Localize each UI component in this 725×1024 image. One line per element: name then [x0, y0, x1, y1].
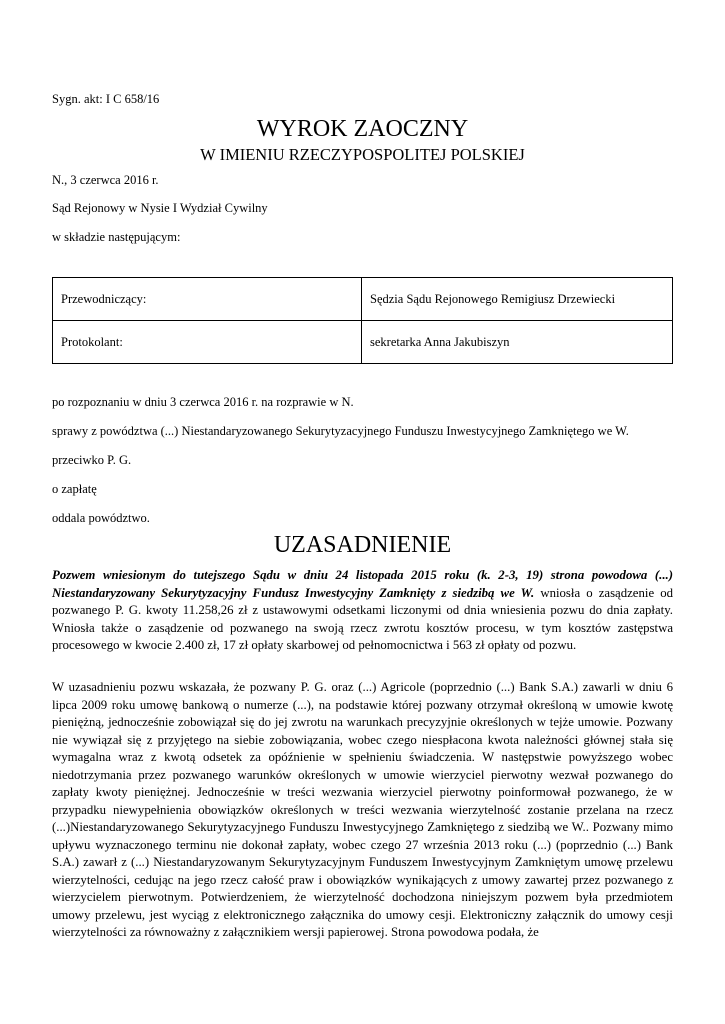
justification-paragraph-2: W uzasadnieniu pozwu wskazała, że pozwany P. G. oraz (...) Agricole (poprzednio (...) Bank S.A.) zawarli w dniu 6 lipca 2009 roku umowę bankową o numerze (...), na podstawie której pozwany otrzymał określoną w umowie kwotę pieniężną, jednocześnie zobowiązał się do jej zwrotu na warunkach precyzyjnie określonych w tejże umowie. Pozwany nie wywiązał się z przyjętego na siebie zobowiązania, wobec czego niespłacona kwota należności głównej stała się wymagalna wraz z kwotą odsetek za opóźnienie w spełnieniu świadczenia. W następstwie powyższego wobec niedotrzymania przez pozwanego warunków określonych w umowie wierzyciel pierwotny wezwał pozwanego do zapłaty kwoty pieniężnej. Jednocześnie w treści wezwania wierzyciel pierwotny poinformował pozwanego, że w przypadku niewypełnienia obowiązków określonych w treści wezwania wierzytelność zostanie przelana na rzecz (...)Niestandaryzowanego Sekurytyzacyjnego Funduszu Inwestycyjnego Zamkniętego z siedzibą we W.. Pozwany mimo upływu wyznaczonego terminu nie dokonał zapłaty, wobec czego 27 września 2013 roku (...) (poprzednio (...) Bank S.A.) zawarł z (...) Niestandaryzowanym Sekurytyzacyjnym Funduszem Inwestycyjnym Zamkniętym umowę przelewu wierzytelności, cedując na jego rzecz całość praw i obowiązków wynikających z umowy zawartej przez pozwanego z wierzycielem pierwotnym. Potwierdzeniem, że wierzytelność dochodzona niniejszym pozwem była przedmiotem umowy przelewu, jest wyciąg z elektronicznego załącznika do umowy cesji. Elektroniczny załącznik do umowy cesji wierzytelności za równoważny z załącznikiem wersji papierowej. Strona powodowa podała, że: [52, 680, 673, 939]
paragraph-lead: Pozwem wniesionym do tutejszego Sądu w dniu 24 listopada 2015 roku (k. 2-3, 19) strona powodowa (...) Niestandaryzowany Sekurytyzacyjny Fundusz Inwestycyjny Zamknięty z siedzibą we W.: [52, 568, 673, 600]
panel-person-cell: sekretarka Anna Jakubiszyn: [362, 321, 673, 364]
defendant-line: przeciwko P. G.: [52, 453, 132, 467]
document-title: WYROK ZAOCZNY: [256, 116, 469, 142]
panel-role-cell: Przewodniczący:: [53, 278, 362, 321]
panel-role-cell: Protokolant:: [53, 321, 362, 364]
table-row: [53, 278, 673, 321]
case-signature: Sygn. akt: I C 658/16: [52, 92, 160, 106]
composition-label: w składzie następującym:: [52, 230, 181, 244]
document-subtitle: W IMIENIU RZECZYPOSPOLITEJ POLSKIEJ: [200, 145, 525, 164]
court-panel-table: [52, 277, 673, 364]
justification-heading: UZASADNIENIE: [273, 532, 452, 558]
verdict-line: oddala powództwo.: [52, 511, 150, 525]
place-date: N., 3 czerwca 2016 r.: [52, 173, 159, 187]
table-row: [53, 321, 673, 364]
paragraph-rest: wniosła o zasądzenie od pozwanego P. G. kwoty 11.258,26 zł z ustawowymi odsetkami liczonymi od dnia wniesienia pozwu do dnia zapłaty. Wniosła także o zasądzenie od pozwanego na swoją rzecz zwrotu kosztów procesu, w tym kosztów zastępstwa procesowego w kwocie 2.400 zł, 17 zł opłaty skarbowej od pełnomocnictwa i 563 zł opłaty od pozwu.: [52, 585, 673, 652]
justification-paragraph-1: [52, 567, 673, 655]
plaintiff-line: sprawy z powództwa (...) Niestandaryzowanego Sekurytyzacyjnego Funduszu Inwestycyjnego Zamkniętego we W.: [52, 424, 629, 438]
court-name: Sąd Rejonowy w Nysie I Wydział Cywilny: [52, 201, 268, 215]
subject-line: o zapłatę: [52, 482, 97, 496]
hearing-line: po rozpoznaniu w dniu 3 czerwca 2016 r. na rozprawie w N.: [52, 395, 354, 409]
panel-person-cell: Sędzia Sądu Rejonowego Remigiusz Drzewiecki: [362, 278, 673, 321]
